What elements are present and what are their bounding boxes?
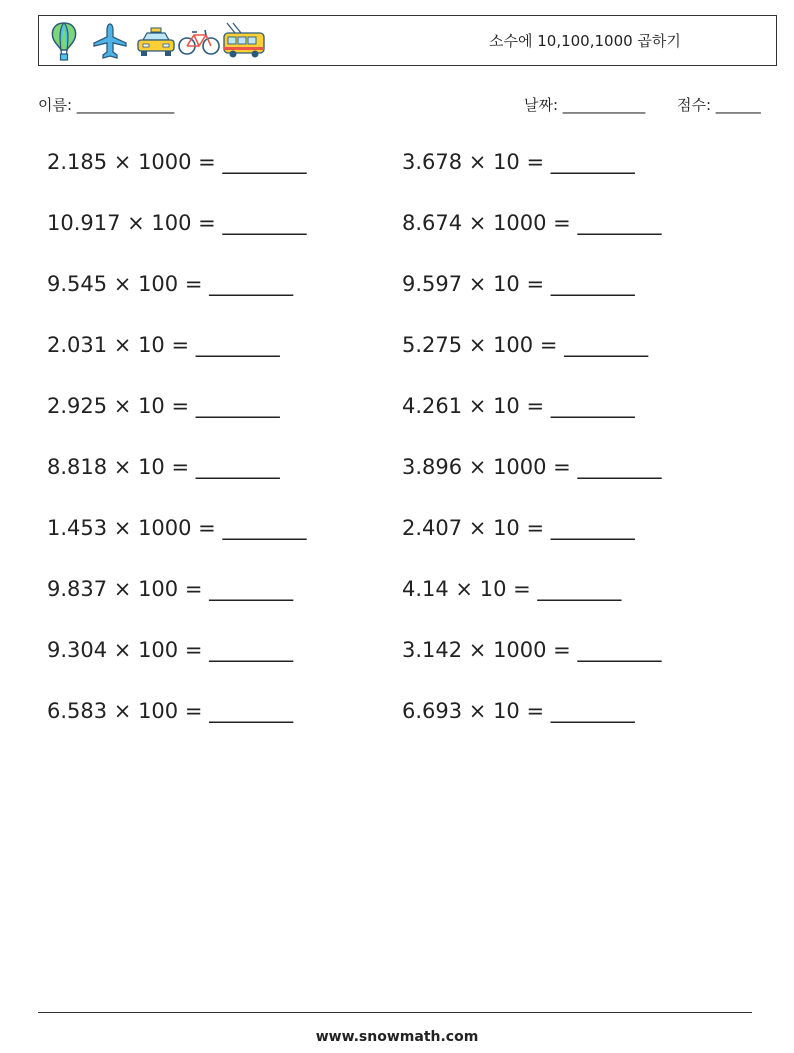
footer-url[interactable]: www.snowmath.com	[315, 1029, 479, 1045]
worksheet-header	[38, 15, 777, 66]
hot-air-balloon-icon	[47, 21, 81, 61]
name-field-label: 이름: _____________	[38, 96, 175, 114]
worksheet-title: 소수에 10,100,1000 곱하기	[489, 32, 681, 50]
problem-3: 10.917 × 100 = ________	[47, 211, 307, 235]
problem-10: 4.261 × 10 = ________	[402, 394, 635, 418]
icon-row	[47, 21, 267, 61]
problem-5: 9.545 × 100 = ________	[47, 272, 294, 296]
problem-17: 9.304 × 100 = ________	[47, 638, 294, 662]
problem-20: 6.693 × 10 = ________	[402, 699, 635, 723]
taxi-icon	[135, 21, 177, 61]
trolleybus-icon	[221, 21, 267, 61]
airplane-icon	[91, 21, 129, 61]
problem-12: 3.896 × 1000 = ________	[402, 455, 662, 479]
bicycle-icon	[177, 21, 221, 61]
problem-19: 6.583 × 100 = ________	[47, 699, 294, 723]
problem-1: 2.185 × 1000 = ________	[47, 150, 307, 174]
problem-9: 2.925 × 10 = ________	[47, 394, 280, 418]
footer-divider	[38, 1012, 752, 1013]
problem-8: 5.275 × 100 = ________	[402, 333, 649, 357]
problem-14: 2.407 × 10 = ________	[402, 516, 635, 540]
date-field-label: 날짜: ___________	[524, 96, 646, 114]
problem-11: 8.818 × 10 = ________	[47, 455, 280, 479]
problem-16: 4.14 × 10 = ________	[402, 577, 622, 601]
problem-6: 9.597 × 10 = ________	[402, 272, 635, 296]
problem-13: 1.453 × 1000 = ________	[47, 516, 307, 540]
problem-4: 8.674 × 1000 = ________	[402, 211, 662, 235]
score-field-label: 점수: ______	[677, 96, 761, 114]
problem-2: 3.678 × 10 = ________	[402, 150, 635, 174]
problem-15: 9.837 × 100 = ________	[47, 577, 294, 601]
problem-18: 3.142 × 1000 = ________	[402, 638, 662, 662]
problem-7: 2.031 × 10 = ________	[47, 333, 280, 357]
